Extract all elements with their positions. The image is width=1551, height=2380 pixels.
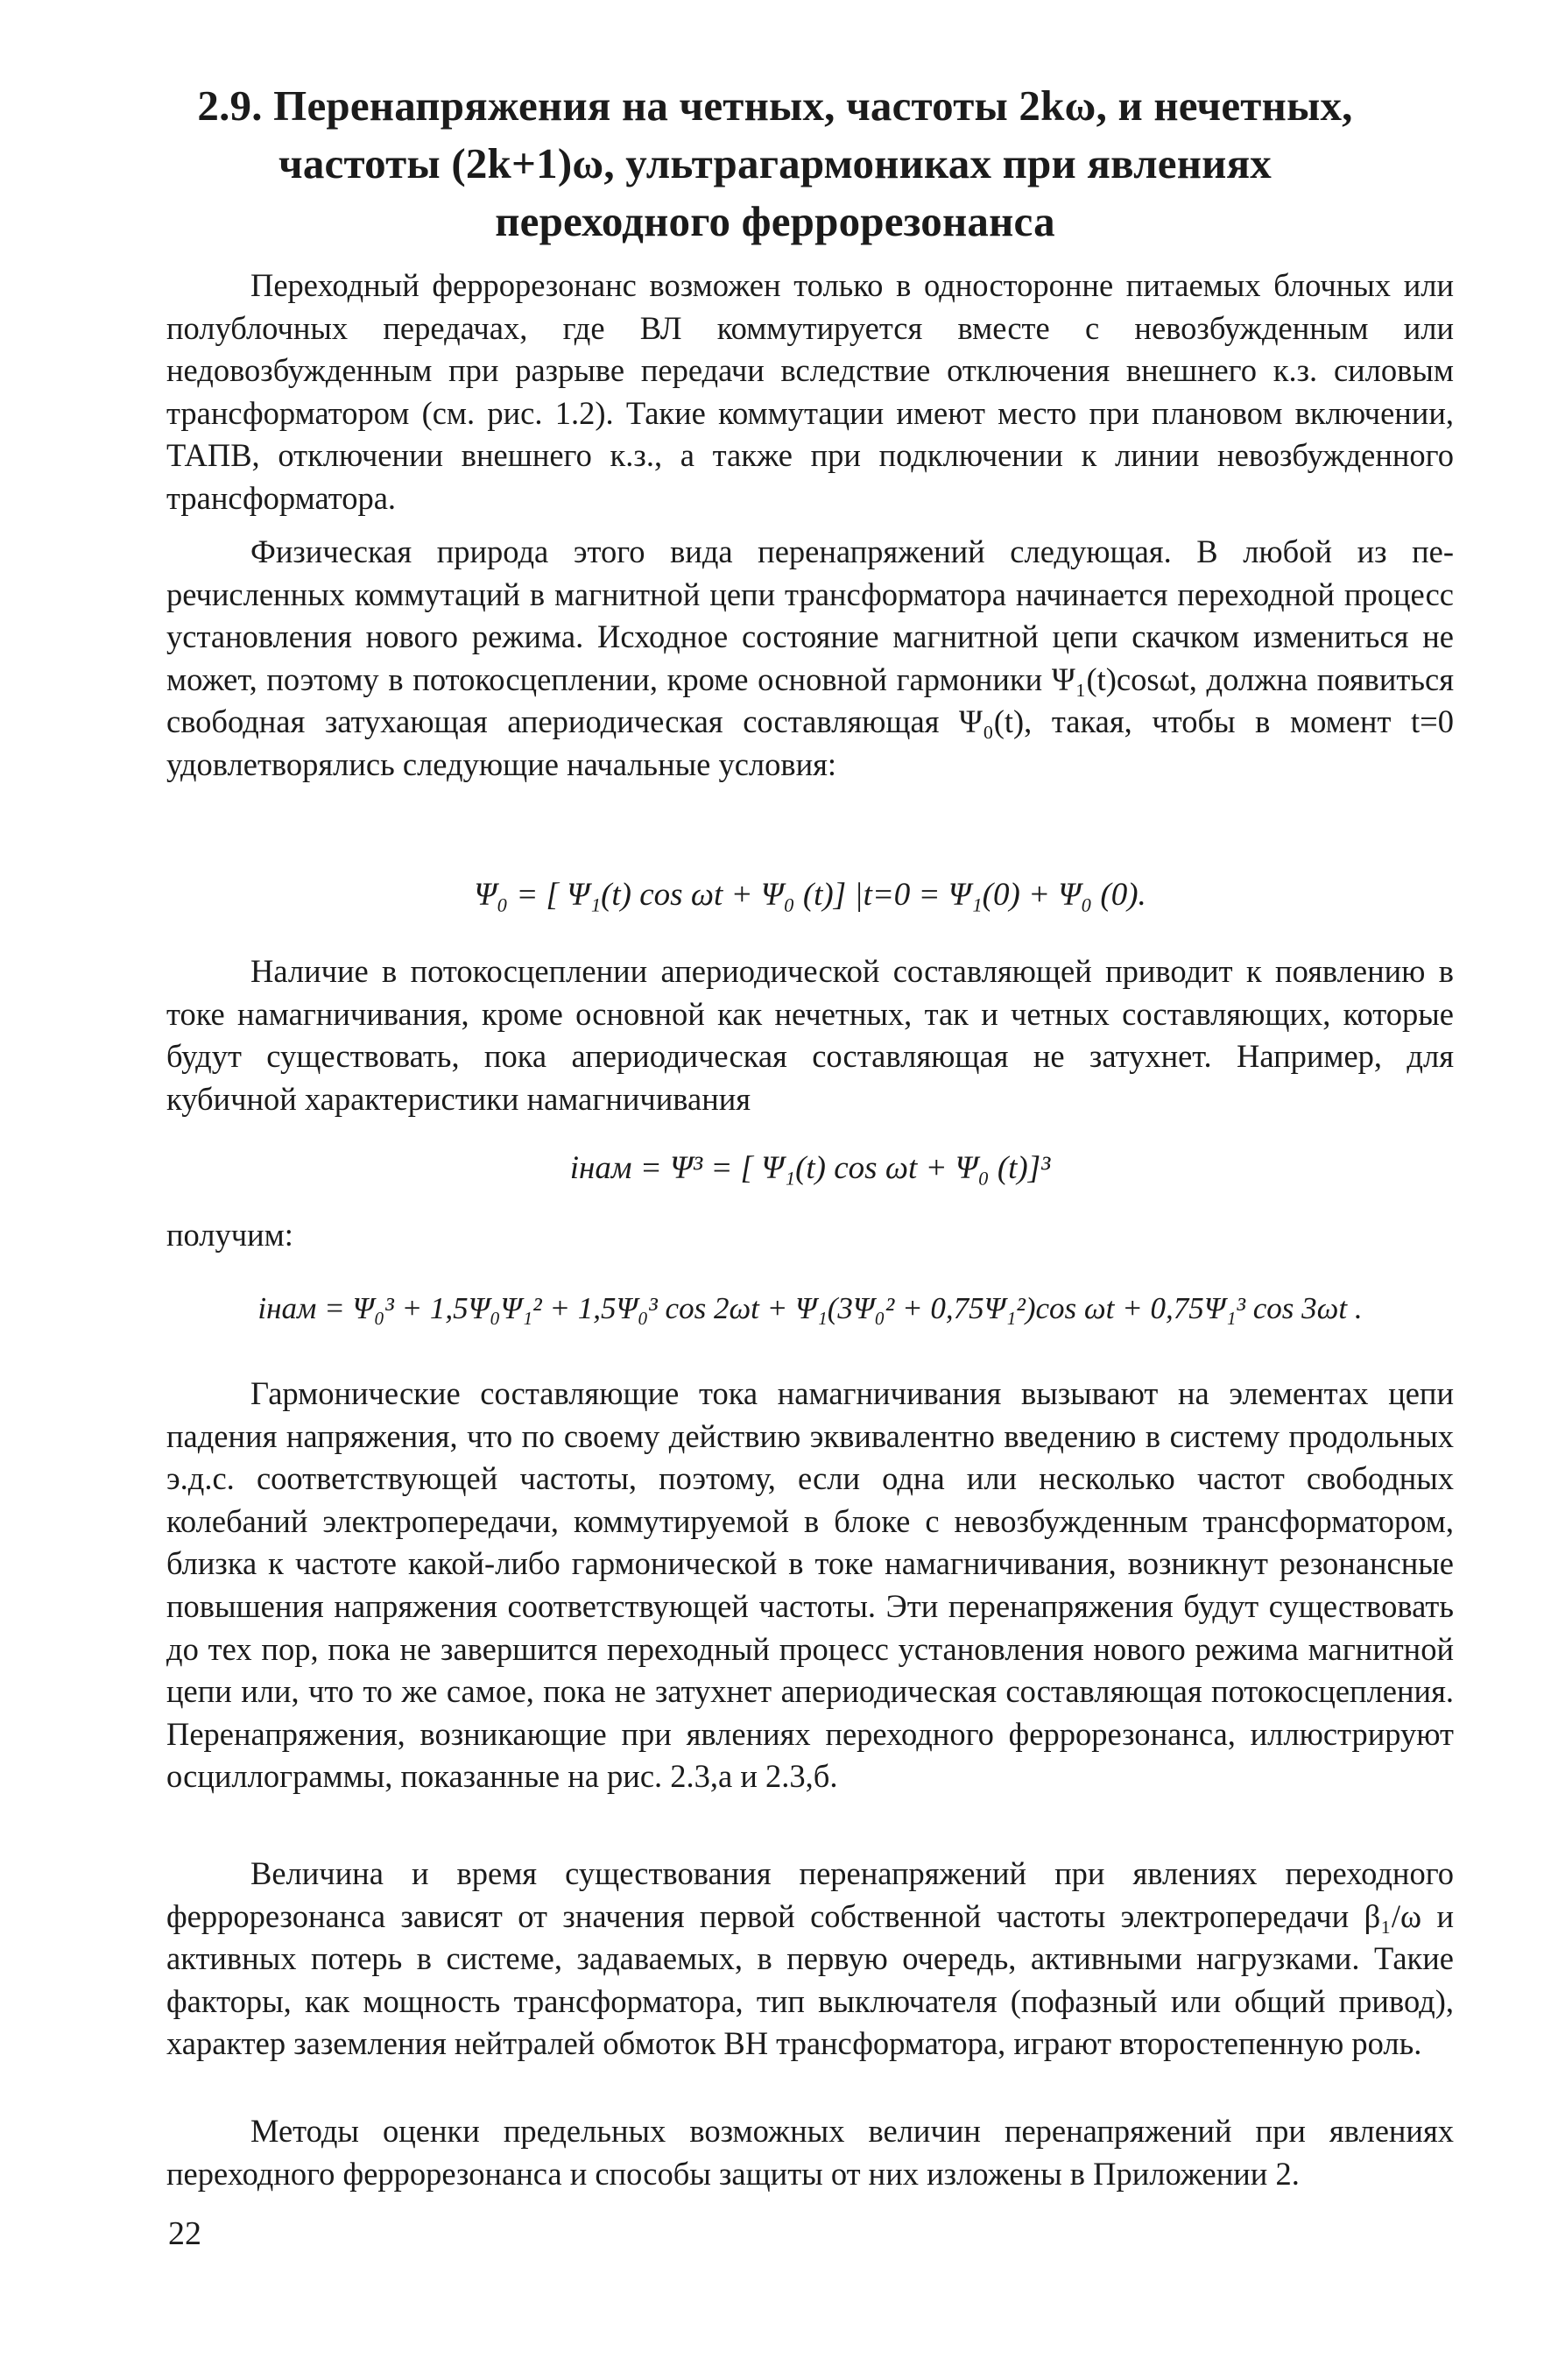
paragraph-4: Гармонические составляющие тока намагничивания вызывают на элементах цепи падения напряжения, что по своему действию эквивалентно введению в систему продольных э.д.с. соответствующей частоты, поэтому, если одна или несколько частот свободных колебаний электропередачи, коммутируемой в блоке с невозбужденным трансформатором, близка к частоте какой-либо гармонической в токе намагничивания, возникнут резонансные повышения напряжения соответствующей частоты. Эти перенапряжения будут существовать до тех пор, пока не завершится переходный процесс установления нового режима магнитной цепи или, что то же самое, пока не затухнет апериодическая составляющая потокосцепления. Перенапряжения, возникающие при явлениях переходного феррорезонанса, иллюстрируют осциллограммы, показанные на рис. 2.3,а и 2.3,б. [166,1375,1454,1795]
paragraph-2: Физическая природа этого вида перенапряжений следующая. В любой из перечисленных коммутаций в магнитной цепи трансформатора начинается переходной процесс установления нового режима. Исходное состояние магнитной цепи скачком измениться не может, поэтому в потокосцеплении, кроме основной гармоники Ψ₁(t)cosωt, должна появиться свободная затухающая апериодическая составляющая Ψ₀(t), такая, чтобы в момент t=0 удовлетворялись следующие начальные условия: [166,533,1454,782]
connector-text: получим: [166,1217,293,1253]
formula-initial-conditions: Ψ₀ = [ Ψ₁(t) cos ωt + Ψ₀ (t)] |t=0 = Ψ₁(0) + Ψ₀ (0). [474,877,1146,913]
paragraph-3: Наличие в потокосцеплении апериодической составляющей приводит к появлению в токе намагничивания, кроме основной как нечетных, так и четных составляющих, которые будут существовать, пока апериодическая составляющая не затухнет. Например, для кубичной характеристики намагничивания [166,953,1454,1117]
title-line-1: 2.9. Перенапряжения на четных, частоты 2kω, и нечетных, [197,81,1353,130]
paragraph-1: Переходный феррорезонанс возможен только в односторонне питаемых блочных или полублочных передачах, где ВЛ коммутируется вместе с невозбужденным или недовозбужденным при разрыве передачи вследствие отключения внешнего к.з. силовым трансформатором (см. рис. 1.2). Такие коммутации имеют место при плановом включении, ТАПВ, отключении внешнего к.з., а также при подключении к линии невозбужденного трансформатора. [166,267,1454,516]
title-line-2: частоты (2k+1)ω, ультрагармониках при явлениях [278,139,1272,187]
formula-magnetizing-current: iнам = Ψ³ = [ Ψ₁(t) cos ωt + Ψ₀ (t)]³ [569,1150,1051,1186]
paragraph-5: Величина и время существования перенапряжений при явлениях переходного феррорезонанса зависят от значения первой собственной частоты электропередачи β₁/ω и активных потерь в системе, задаваемых, в первую очередь, активными нагрузками. Такие факторы, как мощность трансформатора, тип выключателя (пофазный или общий привод), характер заземления нейтралей обмоток ВН трансформатора, играют второстепенную роль. [166,1855,1454,2062]
section-title [166,77,1384,251]
title-line-3: переходного феррорезонанса [495,197,1055,245]
formula-expanded-current: iнам = Ψ₀³ + 1,5Ψ₀Ψ₁² + 1,5Ψ₀³ cos 2ωt + Ψ₁(3Ψ₀² + 0,75Ψ₁²)cos ωt + 0,75Ψ₁³ cos 3ωt . [257,1291,1363,1325]
paragraph-6: Методы оценки предельных возможных величин перенапряжений при явлениях переходного феррорезонанса и способы защиты от них изложены в Приложении 2. [166,2113,1454,2192]
page-number: 22 [168,2215,201,2252]
